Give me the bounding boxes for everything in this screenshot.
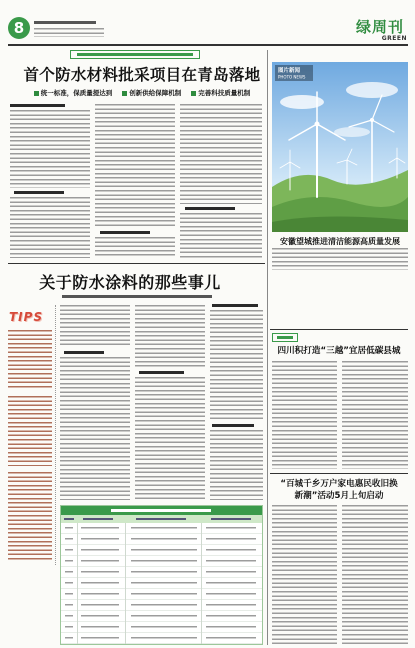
right-headline-2-line2: 新潮”活动5月上旬启动 (294, 491, 384, 501)
second-body-col2 (135, 305, 205, 368)
lead-subhead-1 (14, 191, 64, 194)
lead-byline (10, 104, 65, 107)
table-title (61, 506, 262, 515)
topic-label-box (70, 50, 200, 59)
lead-subtitle-1: 统一标准，保质量提达到 (34, 88, 113, 97)
second-body-col1b (60, 357, 130, 500)
right-headline-1: 四川积打造“三越”宜居低碳县城 (277, 346, 401, 356)
right-body-2b (342, 505, 408, 645)
lead-subhead-2 (100, 231, 150, 234)
section-title: 绿周刊 (356, 18, 405, 36)
second-subhead-3 (212, 304, 258, 307)
newspaper-logo-text (34, 21, 96, 24)
lead-body-col2b (95, 237, 175, 258)
photo-news-label-en: PHOTO NEWS (278, 74, 306, 80)
photo-caption-title: 安徽望城推进清洁能源高质量发展 (280, 237, 400, 246)
table-col-standard (131, 523, 197, 644)
photo-news-label: 图片新闻 (278, 68, 301, 74)
tips-text-1 (8, 330, 52, 390)
table-body (61, 523, 262, 644)
product-table (60, 505, 263, 645)
lead-body-col1b (10, 197, 90, 258)
right-body-2a (272, 505, 337, 645)
lead-subtitle-2: 创新供给保障机制 (122, 88, 181, 97)
newspaper-info-lines (34, 28, 104, 37)
page-number-badge: 8 (8, 17, 30, 39)
second-headline: 关于防水涂料的那些事儿 (39, 273, 221, 292)
lead-subtitles (18, 88, 266, 97)
photo-news (272, 62, 408, 232)
tips-text-2 (8, 396, 52, 466)
second-subhead-1 (64, 351, 104, 354)
tips-label: TIPS (9, 310, 44, 324)
column-divider (267, 50, 268, 645)
second-subhead-4 (212, 424, 254, 427)
right-body-1a (272, 361, 337, 469)
lead-subhead-3 (185, 207, 235, 210)
wind-turbine-photo (272, 62, 408, 232)
table-col-notes (206, 523, 256, 644)
photo-caption-text (272, 248, 408, 270)
topic-label-text (77, 53, 193, 56)
tips-divider (55, 305, 56, 565)
second-body-col3b (210, 430, 263, 500)
table-header-row (61, 515, 262, 523)
region-label-box (272, 333, 298, 342)
second-subhead-2 (139, 371, 184, 374)
lead-article-bottom-rule (8, 263, 265, 264)
lead-body-col1 (10, 110, 90, 188)
lead-body-col3 (180, 104, 262, 204)
lead-body-col2 (95, 104, 175, 228)
table-col-index (65, 523, 73, 644)
right-headline-2-line1: “百城千乡万户家电惠民收旧换 (280, 479, 398, 489)
lead-body-col3b (180, 213, 262, 258)
right-body-1b (342, 361, 408, 469)
second-subtitle (62, 295, 212, 298)
masthead-rule (8, 44, 408, 46)
second-body-col2b (135, 377, 205, 500)
second-body-col1 (60, 305, 130, 348)
second-body-col3 (210, 310, 263, 420)
right-column-rule-1 (270, 329, 408, 330)
lead-headline: 首个防水材料批采项目在青岛落地 (23, 66, 261, 84)
lead-subtitle-3: 完善科技质量机制 (191, 88, 250, 97)
tips-text-3 (8, 472, 52, 562)
right-column-rule-2 (270, 473, 408, 474)
section-title-en: GREEN (381, 35, 407, 42)
table-col-name (81, 523, 119, 644)
